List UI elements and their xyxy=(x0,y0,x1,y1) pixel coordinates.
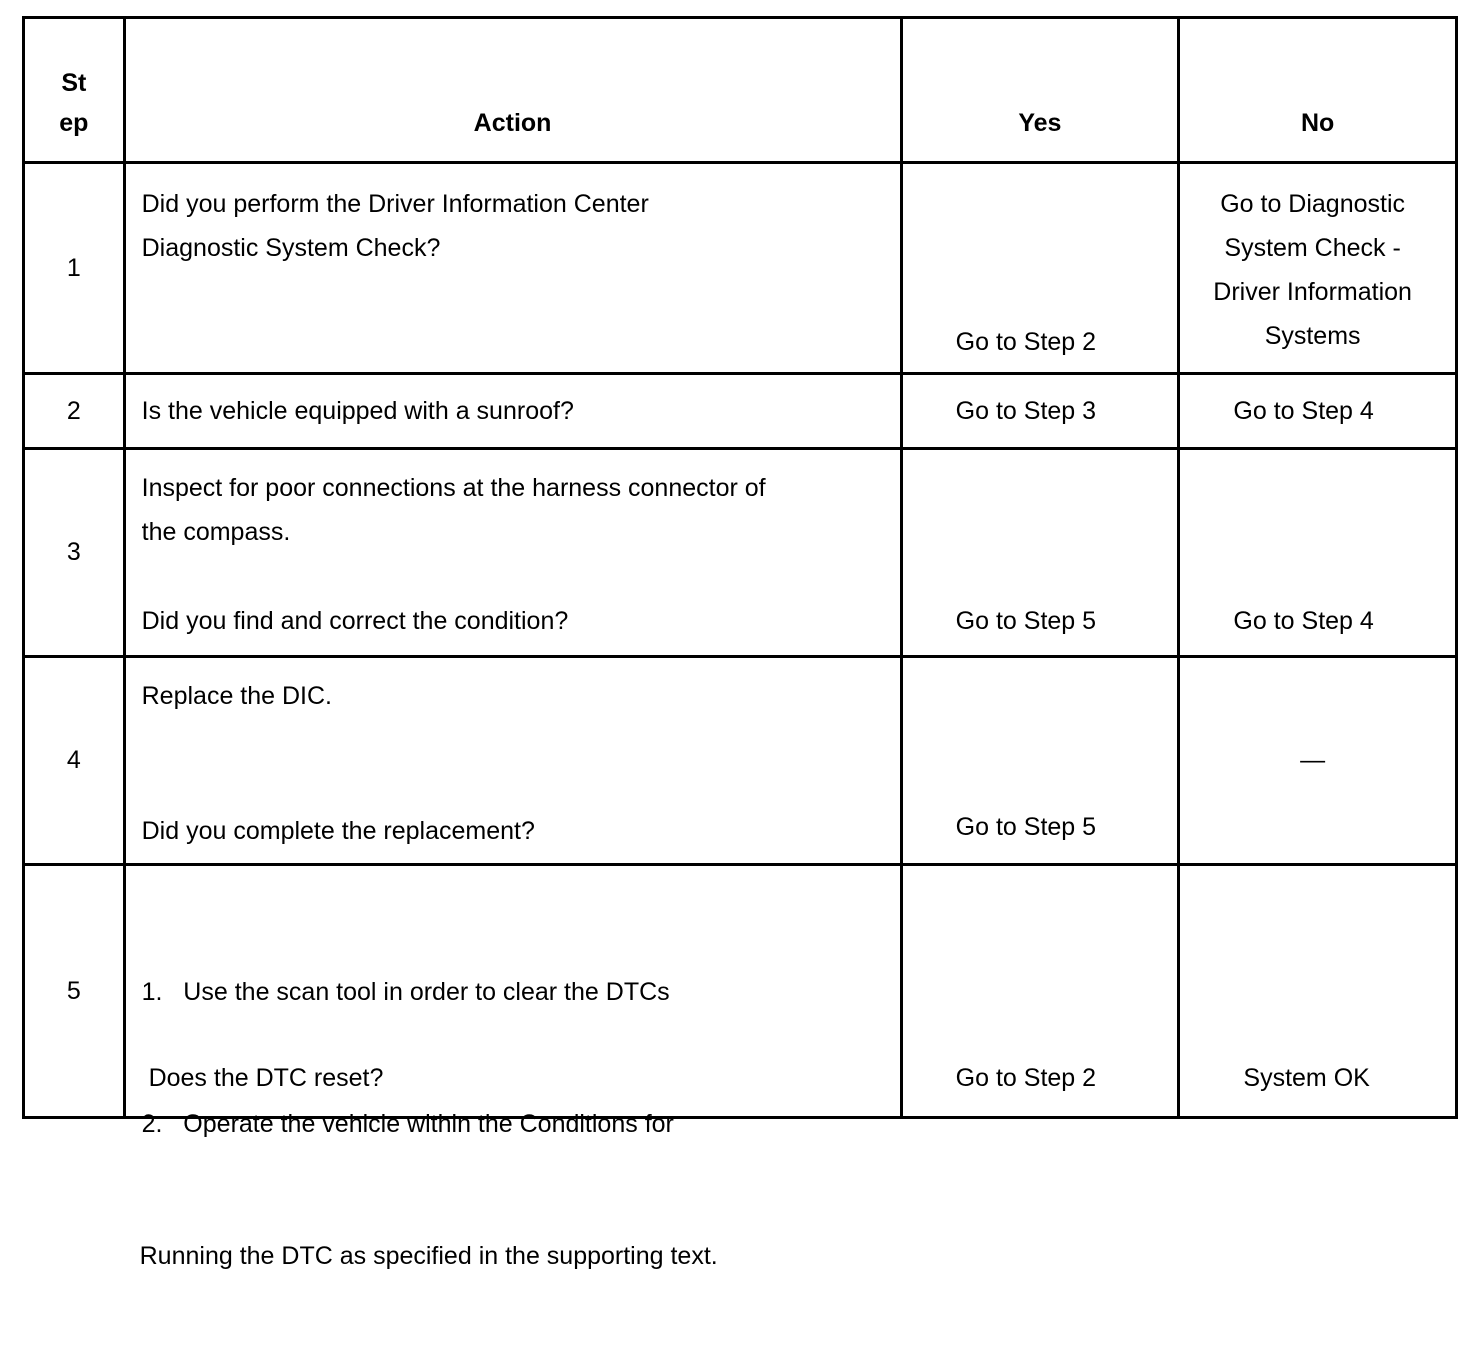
header-yes: Yes xyxy=(901,18,1179,163)
action-cell: Did you perform the Driver Information Center Diagnostic System Check? xyxy=(124,163,901,374)
action-cell: 1. Use the scan tool in order to clear the DTCs 2. Operate the vehicle within the Conditions for Running the DTC as specified in the supporting text. Does the DTC reset? xyxy=(124,865,901,1118)
action-cell: Is the vehicle equipped with a sunroof? xyxy=(124,374,901,449)
table-row xyxy=(24,449,1457,657)
yes-cell: Go to Step 2 xyxy=(901,865,1179,1118)
yes-cell: Go to Step 3 xyxy=(901,374,1179,449)
header-step: St ep xyxy=(24,18,125,163)
yes-cell: Go to Step 5 xyxy=(901,449,1179,657)
table-row xyxy=(24,163,1457,374)
table-row xyxy=(24,657,1457,865)
step-number: 4 xyxy=(24,657,125,865)
yes-cell: Go to Step 2 xyxy=(901,163,1179,374)
header-no: No xyxy=(1179,18,1457,163)
no-cell: Go to Diagnostic System Check - Driver Information Systems xyxy=(1179,163,1457,374)
action-cell: Inspect for poor connections at the harness connector of the compass. Did you find and correct the condition? xyxy=(124,449,901,657)
no-cell: System OK xyxy=(1179,865,1457,1118)
no-cell: — xyxy=(1179,657,1457,865)
no-cell: Go to Step 4 xyxy=(1179,374,1457,449)
step-number: 1 xyxy=(24,163,125,374)
step-number: 5 xyxy=(24,865,125,1118)
step-number: 3 xyxy=(24,449,125,657)
step-number: 2 xyxy=(24,374,125,449)
no-cell: Go to Step 4 xyxy=(1179,449,1457,657)
diagnostic-table xyxy=(22,16,1458,1270)
table-row xyxy=(24,865,1457,1118)
table-row xyxy=(24,374,1457,449)
header-row xyxy=(24,18,1457,163)
action-cell: Replace the DIC. Did you complete the replacement? xyxy=(124,657,901,865)
yes-cell: Go to Step 5 xyxy=(901,657,1179,865)
header-action: Action xyxy=(124,18,901,163)
